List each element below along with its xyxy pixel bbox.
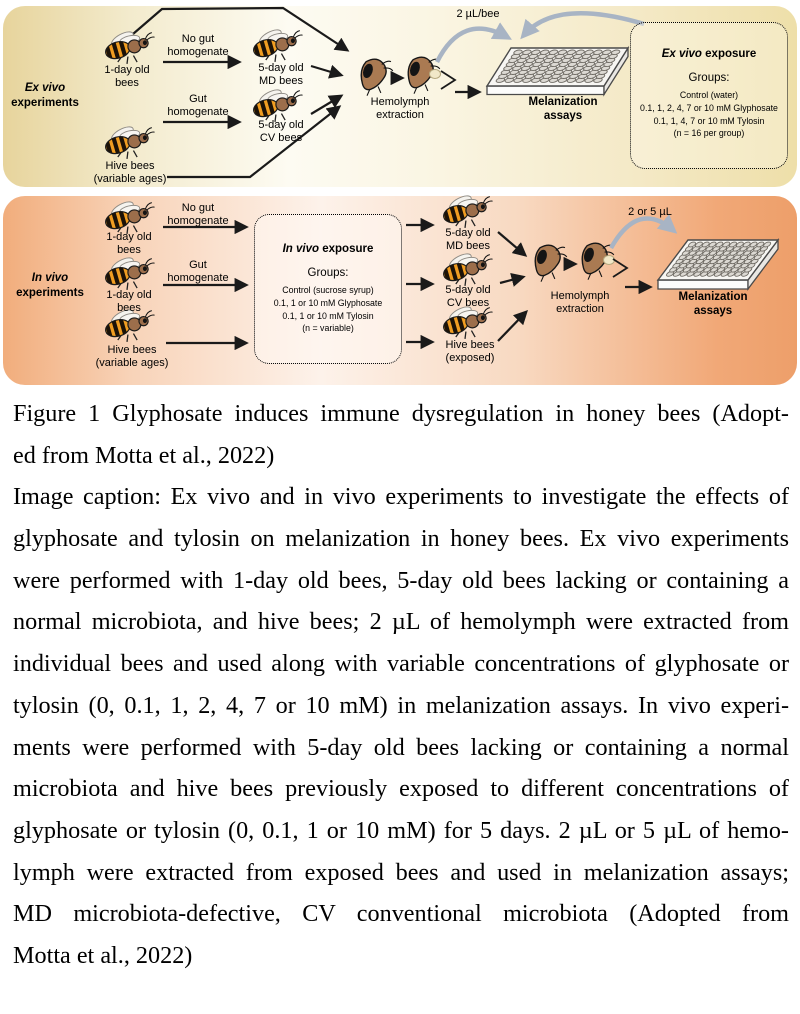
ex-vivo-exposure-box [630, 22, 788, 169]
label-cv-bees: 5-day old CV bees [258, 119, 304, 144]
label-gut-homogenate: Gut homogenate [167, 93, 229, 118]
caption-line: Image caption: Ex vivo and in vivo experiments to investigate the effects of [13, 483, 789, 511]
exposure-title: In vivo exposure [282, 243, 374, 255]
bee-icon [102, 29, 155, 64]
label-md-bees: 5-day old MD bees [445, 227, 491, 252]
caption-line: normal microbiota, and hive bees; 2 µL of hemolymph were extracted from [13, 608, 789, 636]
label-hemolymph-extraction: Hemolymph extraction [370, 96, 430, 121]
bee-icon [250, 27, 303, 62]
label-volume-per-bee: 2 µL/bee [456, 8, 500, 20]
groups-label: Groups: [307, 267, 349, 279]
bee-icon [102, 199, 155, 234]
caption-line: Motta et al., 2022) [13, 941, 193, 969]
label-1day-old-bees: 1-day old bees [106, 289, 152, 314]
groups-label: Groups: [688, 72, 730, 84]
label-md-bees: 5-day old MD bees [258, 62, 304, 87]
caption-line: were performed with 1-day old bees, 5-day old bees lacking or containing a [13, 566, 789, 594]
caption-line: ed from Motta et al., 2022) [13, 441, 275, 469]
label-gut-homogenate: Gut homogenate [167, 259, 229, 284]
caption-line: microbiota and hive bees previously exposed to different concentrations of [13, 775, 789, 803]
hemolymph-droplet [604, 256, 615, 265]
in-vivo-arrows [163, 225, 650, 343]
caption-line: lymph were extracted from exposed bees and used in melanization assays; [13, 858, 789, 886]
bee-icon [250, 87, 303, 122]
bee-icon [440, 193, 493, 228]
in-vivo-hemolymph-icons [535, 243, 627, 282]
caption-line: individual bees and used along with variable concentrations of glyphosate or [13, 650, 789, 678]
figure-caption [13, 400, 789, 984]
group-items: Control (water) 0.1, 1, 2, 4, 7 or 10 mM Glyphosate 0.1, 1, 4, 7 or 10 mM Tylosin (n = 16 per group) [640, 90, 778, 139]
label-hemolymph-extraction: Hemolymph extraction [550, 290, 610, 315]
hemolymph-droplet [430, 70, 441, 79]
label-cv-bees: 5-day old CV bees [445, 284, 491, 309]
label-hive-bees-exposed: Hive bees (exposed) [445, 339, 495, 364]
caption-line: MD microbiota-defective, CV conventional microbiota (Adopted from [13, 900, 789, 928]
label-volume: 2 or 5 µL [628, 206, 672, 218]
well-plate [487, 48, 628, 95]
ex-vivo-panel-label: Ex vivo experiments [11, 82, 79, 109]
label-melanization-assays: Melanization assays [678, 291, 748, 317]
bee-icon [102, 124, 155, 159]
ex-vivo-hemolymph-icons [361, 57, 455, 96]
caption-line: ments were performed with 5-day old bees lacking or containing a normal [13, 733, 789, 761]
in-vivo-exposure-box [254, 214, 402, 364]
caption-line: tylosin (0, 0.1, 1, 2, 4, 7 or 10 mM) in melanization assays. In vivo experi- [13, 691, 789, 719]
in-vivo-pipette-arrow [611, 218, 673, 248]
caption-line: Figure 1 Glyphosate induces immune dysregulation in honey bees (Adopt- [13, 400, 789, 427]
label-hive-bees: Hive bees (variable ages) [93, 160, 167, 185]
label-no-gut-homogenate: No gut homogenate [167, 33, 229, 58]
label-1day-old-bees: 1-day old bees [106, 231, 152, 256]
well-plate [658, 240, 778, 289]
label-melanization-assays: Melanization assays [528, 96, 598, 122]
caption-line: glyphosate and tylosin on melanization in honey bees. Ex vivo experiments [13, 525, 789, 553]
caption-line: glyphosate or tylosin (0, 0.1, 1 or 10 mM) for 5 days. 2 µL or 5 µL of hemo- [13, 816, 789, 844]
capillary-icon [613, 259, 627, 277]
label-hive-bees: Hive bees (variable ages) [95, 344, 169, 369]
capillary-icon [441, 71, 455, 89]
bee-icon [440, 251, 493, 286]
group-items: Control (sucrose syrup) 0.1, 1 or 10 mM Glyphosate 0.1, 1 or 10 mM Tylosin (n = variable) [273, 285, 383, 334]
exposure-title: Ex vivo exposure [661, 48, 757, 60]
bee-icon [102, 255, 155, 290]
label-no-gut-homogenate: No gut homogenate [167, 202, 229, 227]
label-1day-old-bees: 1-day old bees [104, 64, 150, 89]
in-vivo-panel-label: In vivo experiments [16, 272, 84, 299]
